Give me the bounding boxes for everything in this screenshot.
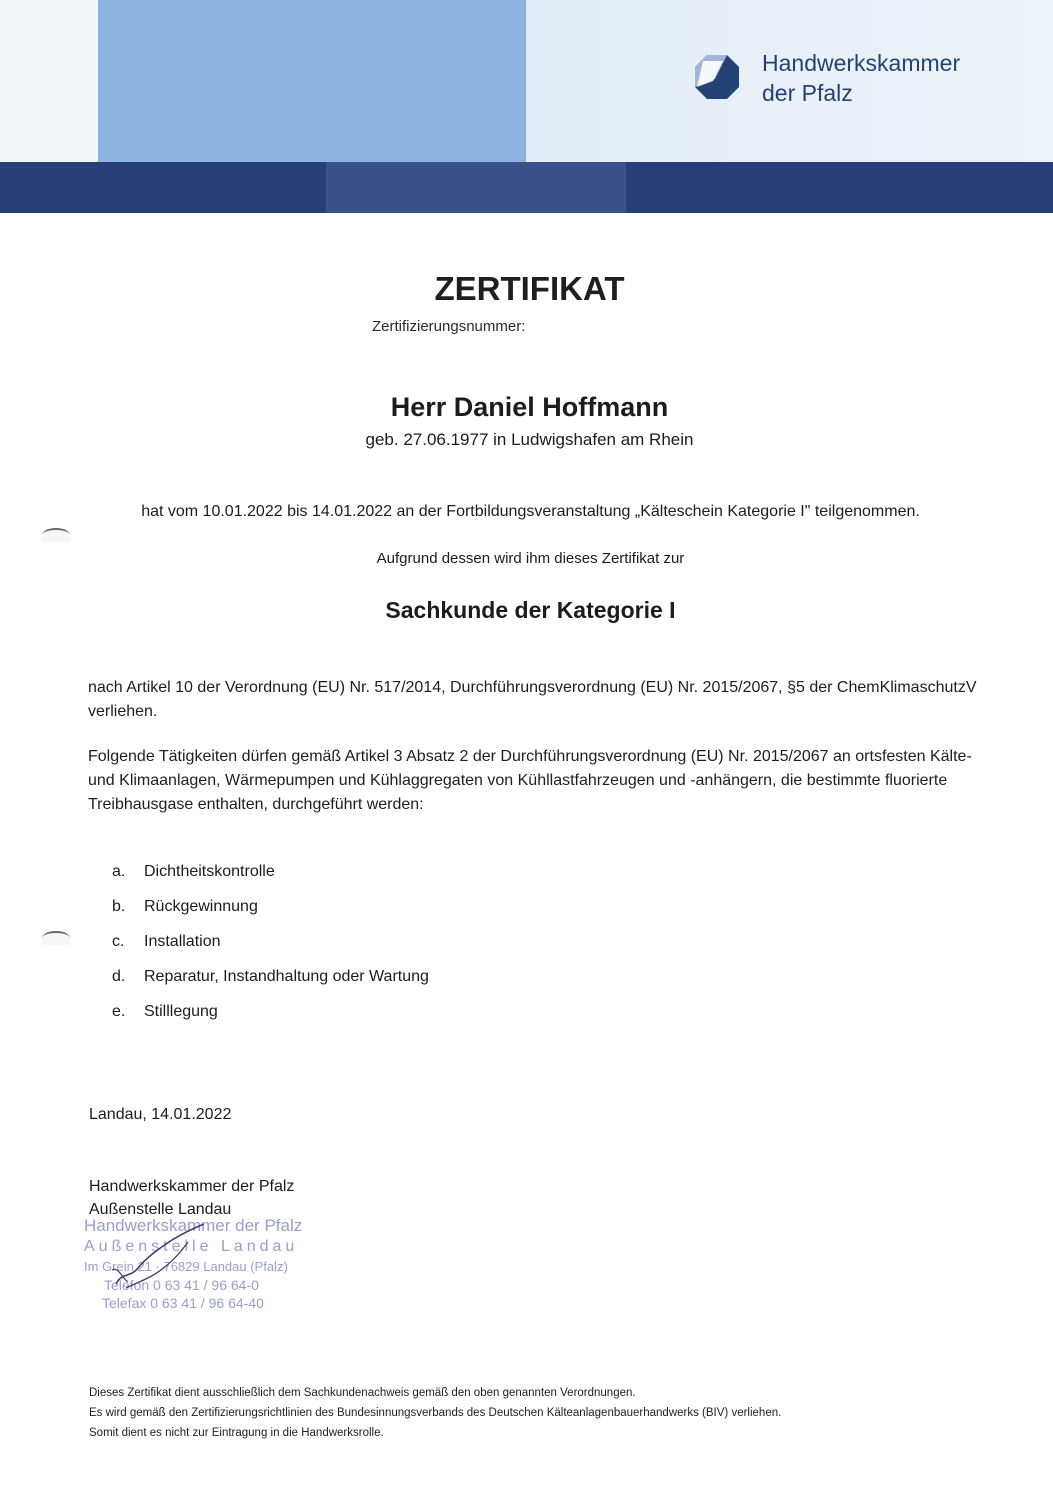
certificate-subject: Sachkunde der Kategorie I <box>385 597 676 623</box>
list-item-letter: b. <box>112 898 126 915</box>
list-item-letter: a. <box>112 863 126 880</box>
list-item-letter: d. <box>112 968 126 985</box>
activities-list <box>112 860 429 1035</box>
list-item-text: Rückgewinnung <box>144 898 258 915</box>
activities-intro-paragraph: Folgende Tätigkeiten dürfen gemäß Artikel 3 Absatz 2 der Durchführungsverordnung (EU) Nr. 2015/2067 an ortsfesten Kälte- und Klimaanlagen, Wärmepumpen und Kühlaggregaten von Kühllastfahrzeugen und -anhängern, die bestimmte fluorierte Treibhausgase enthalten, durchgeführt werden: <box>88 748 972 813</box>
org-name <box>762 48 960 108</box>
list-item <box>112 965 429 1000</box>
footer-line1: Dieses Zertifikat dient ausschließlich dem Sachkundenachweis gemäß den oben genannten Verordnungen. <box>89 1387 636 1399</box>
stamp-line5: Telefax 0 63 41 / 96 64-40 <box>102 1295 264 1311</box>
list-item <box>112 895 429 930</box>
certificate-number-label: Zertifizierungsnummer: <box>372 318 526 335</box>
legal-basis-paragraph: nach Artikel 10 der Verordnung (EU) Nr. 517/2014, Durchführungsverordnung (EU) Nr. 2015/2067, §5 der ChemKlimaschutzV verliehen. <box>88 679 977 720</box>
list-item <box>112 1000 429 1035</box>
participation-statement: hat vom 10.01.2022 bis 14.01.2022 an der Fortbildungsveranstaltung „Kälteschein Kategorie I" teilgenommen. <box>141 503 920 520</box>
org-name-line1: Handwerkskammer <box>762 50 961 76</box>
stamp-line4: Telefon 0 63 41 / 96 64-0 <box>104 1277 259 1293</box>
issuer-line1: Handwerkskammer der Pfalz <box>89 1178 295 1195</box>
recipient-birth: geb. 27.06.1977 in Ludwigshafen am Rhein <box>365 430 694 449</box>
punch-hole <box>42 931 70 945</box>
header-band-highlight <box>326 162 626 213</box>
letterhead <box>0 0 1053 213</box>
list-item-text: Reparatur, Instandhaltung oder Wartung <box>144 968 429 985</box>
certificate-title: ZERTIFIKAT <box>434 270 625 307</box>
stamp-line2: Außenstelle Landau <box>84 1238 299 1255</box>
punch-hole <box>42 528 70 542</box>
list-item-letter: e. <box>112 1003 126 1020</box>
signature <box>108 1222 228 1292</box>
list-item-text: Dichtheitskontrolle <box>144 863 275 880</box>
footer-note <box>89 1383 781 1443</box>
list-item-text: Stilllegung <box>144 1003 218 1020</box>
header-margin <box>0 0 98 162</box>
list-item <box>112 930 429 965</box>
footer-line3: Somit dient es nicht zur Eintragung in die Handwerksrolle. <box>89 1427 384 1439</box>
basis-statement: Aufgrund dessen wird ihm dieses Zertifikat zur <box>376 550 685 567</box>
header-blue-block <box>98 0 526 162</box>
issuer-block <box>89 1175 294 1221</box>
recipient-name: Herr Daniel Hoffmann <box>390 392 669 422</box>
hwk-logo-icon <box>693 53 741 103</box>
list-item-letter: c. <box>112 933 125 950</box>
org-name-line2: der Pfalz <box>762 80 853 106</box>
stamp-line1: Handwerkskammer der Pfalz <box>84 1216 303 1235</box>
footer-line2: Es wird gemäß den Zertifizierungsrichtlinien des Bundesinnungsverbands des Deutschen Kälteanlagenbauerhandwerks (BIV) verliehen. <box>89 1407 782 1419</box>
list-item <box>112 860 429 895</box>
stamp-line3: Im Grein 21 · 76829 Landau (Pfalz) <box>84 1259 288 1274</box>
issuer-line2: Außenstelle Landau <box>89 1201 232 1218</box>
list-item-text: Installation <box>144 933 221 950</box>
place-date: Landau, 14.01.2022 <box>89 1106 232 1123</box>
